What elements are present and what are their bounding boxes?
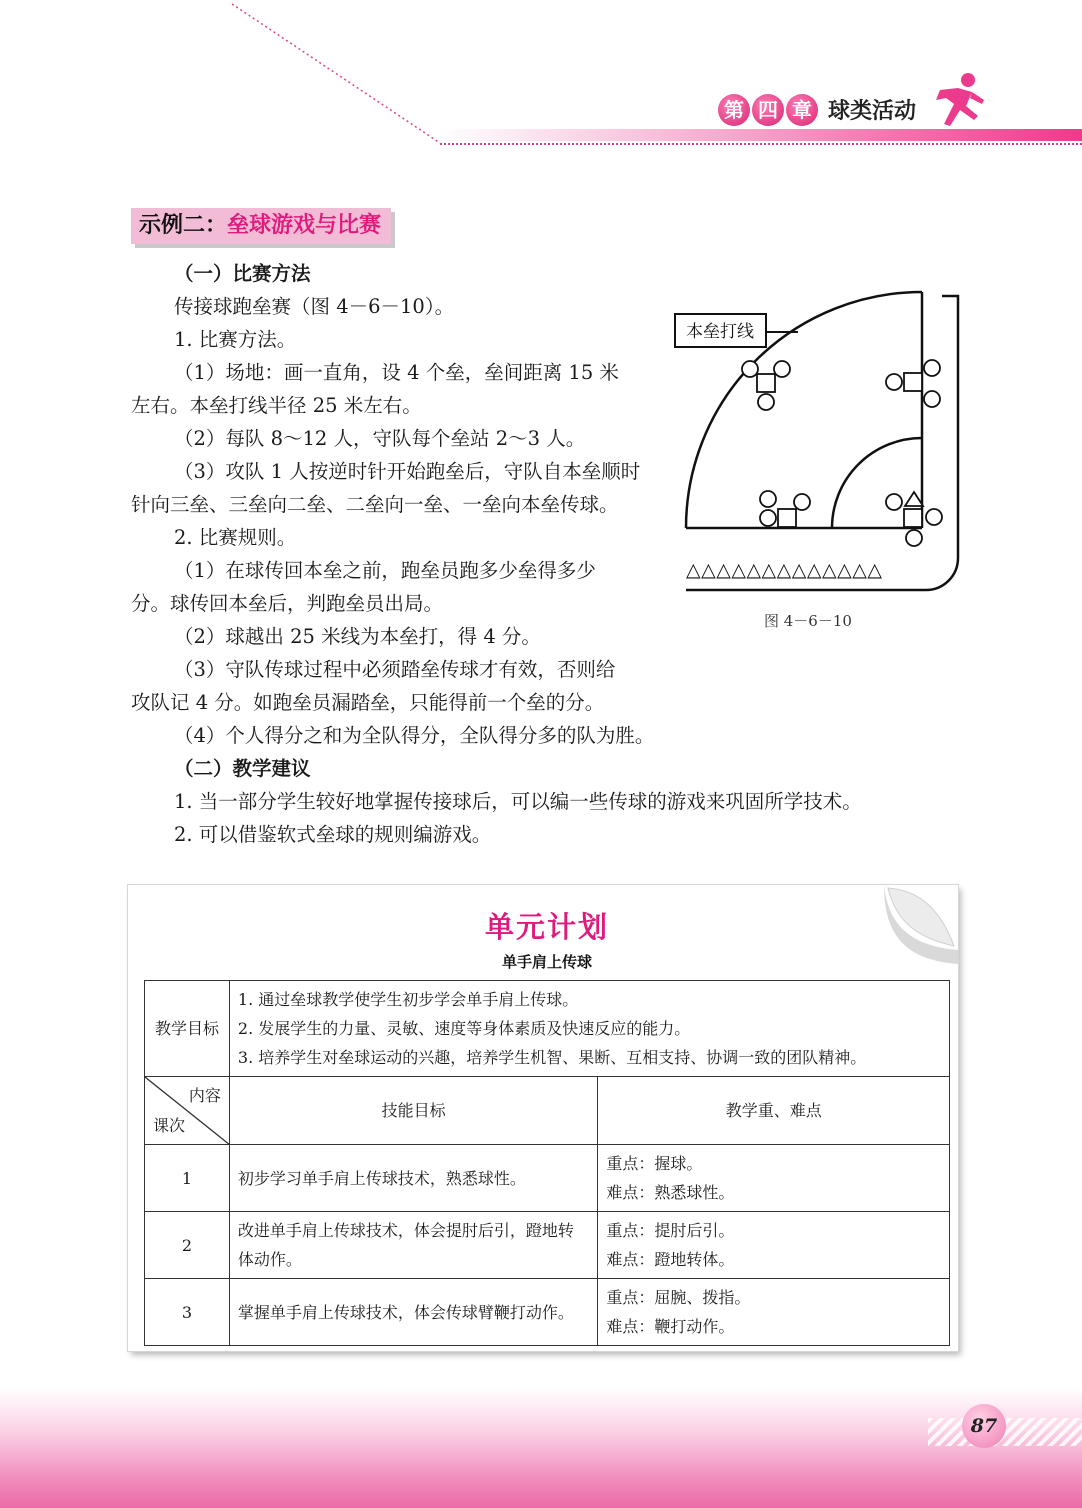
chapter-title: 球类活动 xyxy=(828,99,917,124)
section-title xyxy=(131,208,391,244)
difficulty-point: 难点：鞭打动作。 xyxy=(606,1317,735,1336)
unit-plan-table xyxy=(144,980,950,1346)
body-line: （2）每队 8～12 人，守队每个垒站 2～3 人。 xyxy=(174,427,586,450)
body-line: 1. 比赛方法。 xyxy=(174,328,297,351)
table-row xyxy=(145,1279,950,1346)
lesson-number: 2 xyxy=(145,1212,230,1279)
key-points xyxy=(598,1145,950,1212)
body-line: （2）球越出 25 米线为本垒打，得 4 分。 xyxy=(174,625,541,648)
section-title-main: 垒球游戏与比赛 xyxy=(227,213,382,238)
skill-goal: 初步学习单手肩上传球技术，熟悉球性。 xyxy=(229,1145,598,1212)
chapter-char-3: 章 xyxy=(786,94,818,126)
key-point: 重点：屈腕、拨指。 xyxy=(606,1288,751,1307)
subheading-method: （一）比赛方法 xyxy=(174,262,311,285)
body-line: 针向三垒、三垒向二垒、二垒向一垒、一垒向本垒传球。 xyxy=(131,493,619,516)
body-line: （1）在球传回本垒之前，跑垒员跑多少垒得多少 xyxy=(174,559,596,582)
skill-goal: 改进单手肩上传球技术，体会提肘后引，蹬地转体动作。 xyxy=(229,1212,598,1279)
body-line: 传接球跑垒赛（图 4－6－10）。 xyxy=(174,295,455,318)
body-line: （1）场地：画一直角，设 4 个垒，垒间距离 15 米 xyxy=(174,361,619,384)
chapter-char-1: 第 xyxy=(718,94,750,126)
body-line: 攻队记 4 分。如跑垒员漏踏垒，只能得前一个垒的分。 xyxy=(131,691,605,714)
goals-cell xyxy=(229,981,949,1077)
body-line: （3）攻队 1 人按逆时针开始跑垒后，守队自本垒顺时 xyxy=(174,460,641,483)
goals-row xyxy=(145,981,950,1077)
body-line: 2. 比赛规则。 xyxy=(174,526,297,549)
body-line: 左右。本垒打线半径 25 米左右。 xyxy=(131,394,422,417)
difficulty-point: 难点：熟悉球性。 xyxy=(606,1183,735,1202)
goal-item: 1. 通过垒球教学使学生初步学会单手肩上传球。 xyxy=(237,990,579,1009)
skill-goal: 掌握单手肩上传球技术，体会传球臂鞭打动作。 xyxy=(229,1279,598,1346)
softball-field-diagram xyxy=(670,290,970,600)
header-dotted-line xyxy=(440,143,1082,145)
chapter-char-2: 四 xyxy=(752,94,784,126)
col-skill-header: 技能目标 xyxy=(229,1077,598,1145)
header-decoration xyxy=(0,0,1082,150)
page-number: 87 xyxy=(962,1404,1006,1448)
subheading-teaching: （二）教学建议 xyxy=(174,757,311,780)
key-point: 重点：提肘后引。 xyxy=(606,1221,735,1240)
table-row xyxy=(145,1212,950,1279)
body-line: （3）守队传球过程中必须踏垒传球才有效，否则给 xyxy=(174,658,616,681)
key-point: 重点：握球。 xyxy=(606,1154,703,1173)
lesson-number: 1 xyxy=(145,1145,230,1212)
body-line: （4）个人得分之和为全队得分，全队得分多的队为胜。 xyxy=(174,724,655,747)
col-key-header: 教学重、难点 xyxy=(598,1077,950,1145)
key-points xyxy=(598,1279,950,1346)
body-line: 分。球传回本垒后，判跑垒员出局。 xyxy=(131,592,444,615)
home-run-line-label: 本垒打线 xyxy=(686,322,754,342)
figure-caption: 图 4－6－10 xyxy=(764,612,852,630)
diag-top-label: 内容 xyxy=(188,1086,221,1105)
diagonal-header xyxy=(145,1077,230,1145)
key-points xyxy=(598,1212,950,1279)
section-title-lead: 示例二： xyxy=(139,213,228,238)
fielder-triangles: △△△△△△△△△△△△△ xyxy=(686,559,883,581)
goal-label: 教学目标 xyxy=(145,981,230,1077)
header-row xyxy=(145,1077,950,1145)
diag-bottom-label: 课次 xyxy=(153,1116,186,1135)
footer-gradient xyxy=(0,1388,1082,1508)
lesson-number: 3 xyxy=(145,1279,230,1346)
table-row xyxy=(145,1145,950,1212)
goal-item: 3. 培养学生对垒球运动的兴趣，培养学生机智、果断、互相支持、协调一致的团队精神。 xyxy=(237,1048,867,1067)
plan-subtitle: 单手肩上传球 xyxy=(501,953,592,971)
runner-icon xyxy=(928,70,988,134)
plan-title: 单元计划 xyxy=(484,910,609,944)
body-line: 2. 可以借鉴软式垒球的规则编游戏。 xyxy=(174,823,492,846)
difficulty-point: 难点：蹬地转体。 xyxy=(606,1250,735,1269)
goal-item: 2. 发展学生的力量、灵敏、速度等身体素质及快速反应的能力。 xyxy=(237,1019,691,1038)
body-line: 1. 当一部分学生较好地掌握传接球后，可以编一些传球的游戏来巩固所学技术。 xyxy=(174,790,862,813)
